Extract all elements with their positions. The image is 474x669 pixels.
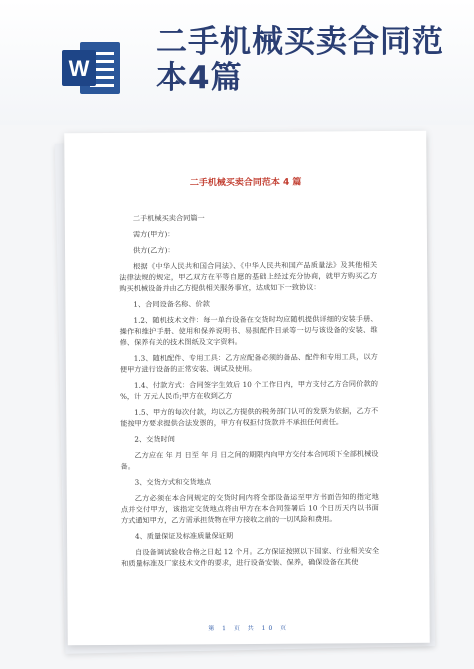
clause-heading: 4、质量保证及标准质量保证期 [135,531,234,541]
paragraph: 1.3、随机配件、专用工具：乙方应配备必须的备品、配件和专用工具，以方便甲方进行设备的正常安装、调试及使用。 [119,352,378,374]
paragraph: 自设备调试验收合格之日起 12 个月。乙方保证按照以下国家、行业相关安全和质量标准及厂家技术文件的要求，进行设备安装、保养，确保设备在其使 [121,546,380,568]
word-document-icon [60,40,124,96]
document-banner [0,0,474,125]
document-page [64,131,430,646]
paragraph: 1.4、付款方式：合同签字生效后 10 个工作日内，甲方支付乙方合同价款的 %，计 万元人民币;甲方在收到乙方 [120,379,379,401]
paragraph: 1.5、甲方的每次付款，均以乙方提供的税务部门认可的发票为依据，乙方不能按甲方要求提供合法发票的，甲方有权拒付货款并不承担任何责任。 [120,406,379,428]
paragraph: 1.2、随机技术文件：每一单台设备在交货时均应随机提供详细的安装手册、操作和维护手册、使用和保养说明书、易损配件目录等一切与该设备的安装、维修、保养有关的技术图纸及文字资料。 [119,314,378,347]
svg-text:W: W [68,56,90,81]
banner-title: 二手机械买卖合同范本4篇 [156,24,444,96]
clause-heading: 2、交货时间 [134,434,175,444]
clause-heading: 3、交货方式和交货地点 [134,477,212,487]
clause-heading: 1、合同设备名称、价款 [133,299,210,309]
party-seller-line: 供方(乙方)： [133,245,175,255]
document-title: 二手机械买卖合同范本 4 篇 [189,177,302,189]
page-number-footer: 第 1 页 共 10 页 [208,624,290,633]
section-heading: 二手机械买卖合同篇一 [132,213,205,223]
paragraph: 根据《中华人民共和国合同法》、《中华人民共和国产品质量法》及其他相关法律法规的规定，甲乙双方在平等自愿的基础上经过充分协商，就甲方购买乙方购买机械设备并由乙方提供相关服务事宜，达成如下一致协议： [119,260,378,293]
document-body [119,211,380,574]
party-buyer-line: 需方(甲方)： [132,229,175,239]
paragraph: 乙方应在 年 月 日至 年 月 日之间的期限内向甲方交付本合同项下全部机械设备。 [120,449,379,471]
paragraph: 乙方必须在本合同规定的交货时间内将全部设备运至甲方书面告知的指定地点并交付甲方，该指定交货地点将由甲方在本合同签署后 10 个日历天内以书面方式通知甲方，乙方需承担货物在甲方接收之前的一切风险和费用。 [120,492,379,525]
